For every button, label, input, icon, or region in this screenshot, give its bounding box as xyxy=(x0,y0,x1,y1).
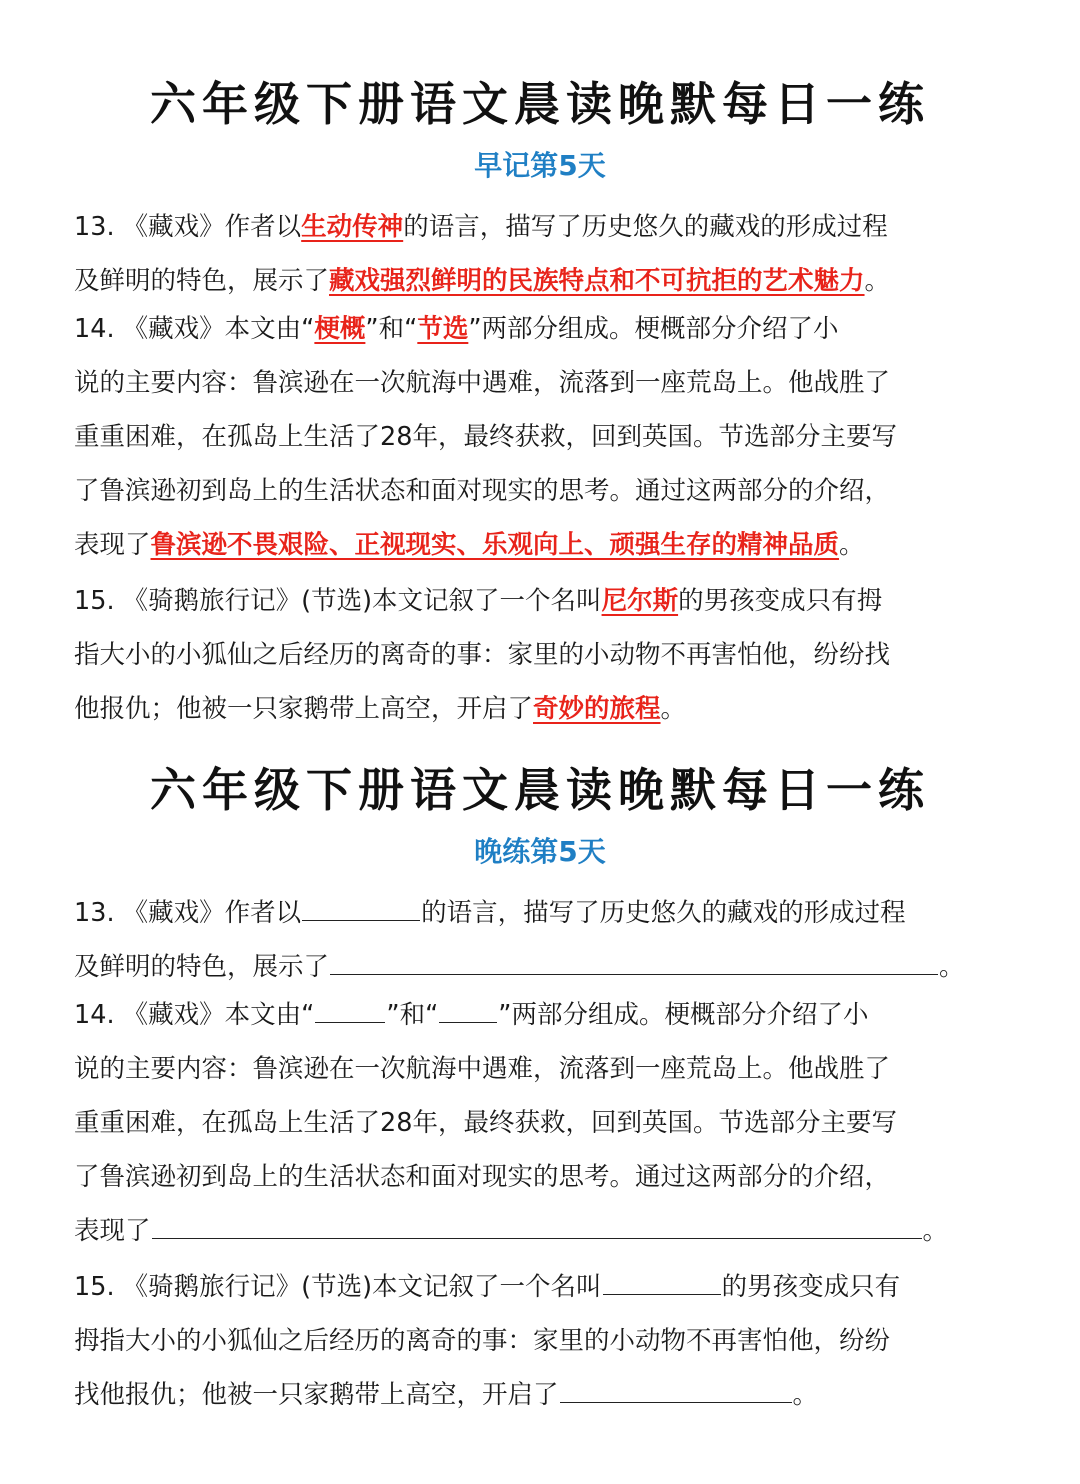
answer-blank[interactable] xyxy=(603,1293,721,1295)
morning-q14-line1: 14. 《藏戏》本文由“梗概”和“节选”两部分组成。梗概部分介绍了小 xyxy=(74,314,839,344)
evening-q15-line1: 15. 《骑鹅旅行记》(节选)本文记叙了一个名叫 的男孩变成只有 xyxy=(74,1272,901,1302)
answer-blank[interactable] xyxy=(560,1401,792,1403)
morning-q14-line5: 表现了鲁滨逊不畏艰险、正视现实、乐观向上、顽强生存的精神品质。 xyxy=(74,530,865,560)
evening-q14-line4: 了鲁滨逊初到岛上的生活状态和面对现实的思考。通过这两部分的介绍， xyxy=(74,1162,891,1192)
evening-q14 xyxy=(74,988,1008,1258)
evening-q14-line2: 说的主要内容：鲁滨逊在一次航海中遇难，流落到一座荒岛上。他战胜了 xyxy=(74,1054,891,1084)
evening-q15 xyxy=(74,1260,1008,1422)
morning-q15 xyxy=(74,574,1008,736)
morning-title: 六年级下册语文晨读晚默每日一练 xyxy=(150,77,930,131)
evening-q14-line5: 表现了 。 xyxy=(74,1216,949,1246)
evening-q13-line1: 13. 《藏戏》作者以 的语言，描写了历史悠久的藏戏的形成过程 xyxy=(74,898,906,928)
morning-q15-line3: 他报仇；他被一只家鹅带上高空，开启了奇妙的旅程。 xyxy=(74,694,687,724)
morning-subtitle: 早记第5天 xyxy=(474,149,606,182)
answer-blank[interactable] xyxy=(439,1021,497,1023)
answer-text: 奇妙的旅程 xyxy=(533,694,661,724)
evening-q13-line2: 及鲜明的特色，展示了 。 xyxy=(74,952,965,982)
answer-blank[interactable] xyxy=(315,1021,385,1023)
evening-q15-line2: 拇指大小的小狐仙之后经历的离奇的事：家里的小动物不再害怕他，纷纷 xyxy=(74,1326,891,1356)
morning-q14-line4: 了鲁滨逊初到岛上的生活状态和面对现实的思考。通过这两部分的介绍， xyxy=(74,476,891,506)
evening-q13 xyxy=(74,886,1008,994)
morning-q13-line2: 及鲜明的特色，展示了藏戏强烈鲜明的民族特点和不可抗拒的艺术魅力。 xyxy=(74,266,891,296)
evening-q14-line1: 14. 《藏戏》本文由“ ”和“ ”两部分组成。梗概部分介绍了小 xyxy=(74,1000,869,1030)
answer-text: 藏戏强烈鲜明的民族特点和不可抗拒的艺术魅力 xyxy=(329,266,865,296)
answer-text: 鲁滨逊不畏艰险、正视现实、乐观向上、顽强生存的精神品质 xyxy=(150,530,840,560)
answer-text: 生动传神 xyxy=(301,212,404,242)
morning-q15-line2: 指大小的小狐仙之后经历的离奇的事：家里的小动物不再害怕他，纷纷找 xyxy=(74,640,891,670)
morning-q14-line2: 说的主要内容：鲁滨逊在一次航海中遇难，流落到一座荒岛上。他战胜了 xyxy=(74,368,891,398)
evening-title: 六年级下册语文晨读晚默每日一练 xyxy=(150,763,930,817)
answer-blank[interactable] xyxy=(302,919,420,921)
evening-q15-line3: 找他报仇；他被一只家鹅带上高空，开启了 。 xyxy=(74,1380,819,1410)
morning-q15-line1: 15. 《骑鹅旅行记》(节选)本文记叙了一个名叫尼尔斯的男孩变成只有拇 xyxy=(74,586,883,616)
answer-blank[interactable] xyxy=(152,1237,922,1239)
evening-q14-line3: 重重困难，在孤岛上生活了28年，最终获救，回到英国。节选部分主要写 xyxy=(74,1108,897,1138)
answer-text: 尼尔斯 xyxy=(601,586,679,616)
morning-q13 xyxy=(74,200,1008,308)
morning-q14 xyxy=(74,302,1008,572)
answer-text: 节选 xyxy=(417,314,469,344)
morning-q14-line3: 重重困难，在孤岛上生活了28年，最终获救，回到英国。节选部分主要写 xyxy=(74,422,897,452)
evening-subtitle: 晚练第5天 xyxy=(474,835,606,868)
answer-blank[interactable] xyxy=(330,973,938,975)
morning-q13-line1: 13. 《藏戏》作者以生动传神的语言，描写了历史悠久的藏戏的形成过程 xyxy=(74,212,888,242)
answer-text: 梗概 xyxy=(314,314,366,344)
